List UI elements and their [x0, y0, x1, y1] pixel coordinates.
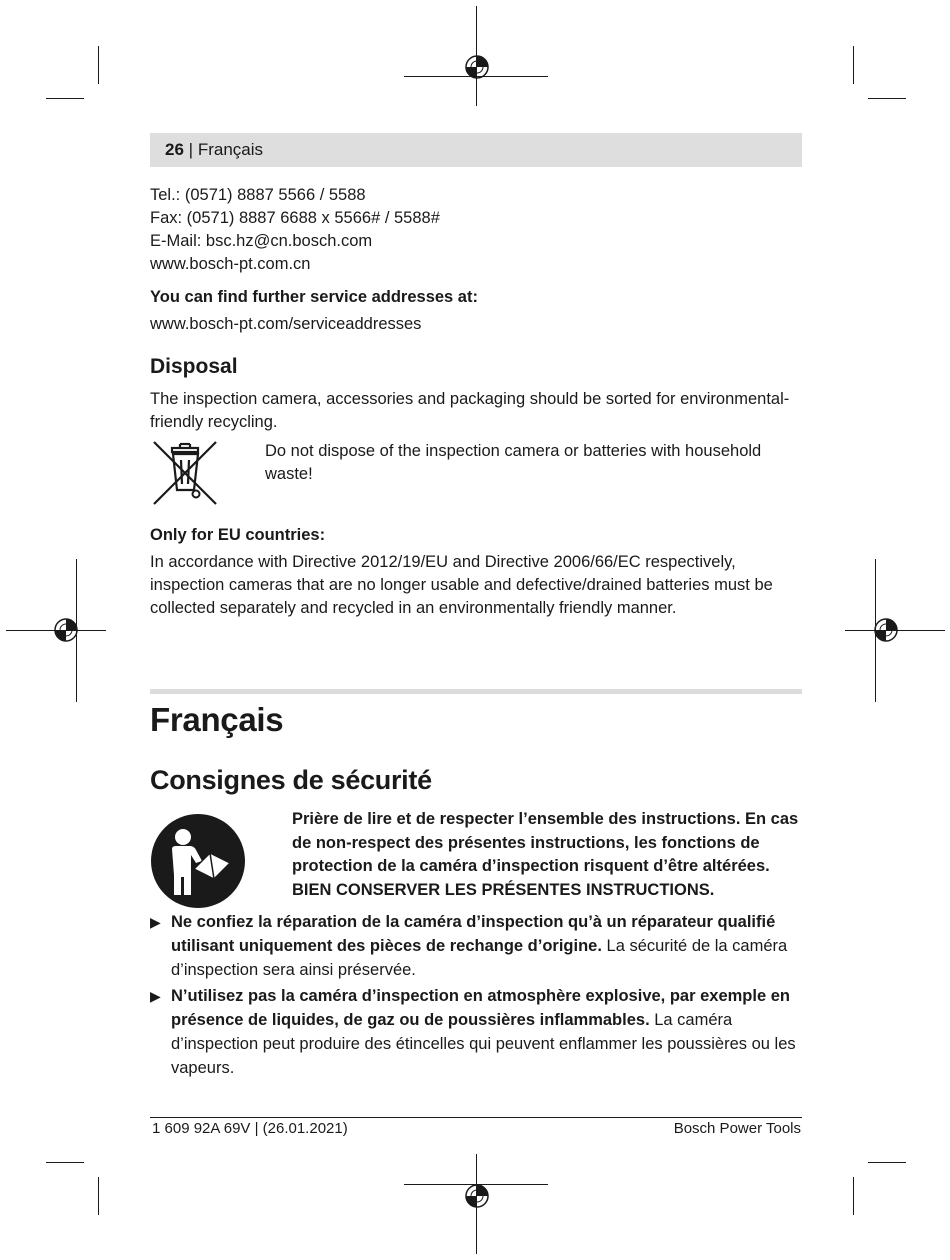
safety-intro: Prière de lire et de respecter l’ensemble des instructions. En cas de non-respect des présentes instructions, les fonctions de protection de la caméra d’inspection risquent d’être altérées. BIEN CONSERVER LES PRÉSENTES INSTRUCTIONS.: [292, 810, 799, 899]
french-title: Français: [150, 701, 284, 738]
bullet-bold-text: Ne confiez la réparation de la caméra d’inspection qu’à un réparateur qualifié utilisant uniquement des pièces de rechange d’origine.: [171, 913, 776, 955]
bullet-arrow-icon: ▶: [150, 914, 161, 930]
list-item: [150, 984, 805, 1080]
disposal-warning: Do not dispose of the inspection camera or batteries with household waste!: [265, 442, 762, 483]
safety-heading: Consignes de sécurité: [150, 765, 432, 795]
disposal-heading: Disposal: [150, 355, 238, 378]
page-header: [150, 133, 802, 167]
footer-rule: [150, 1117, 802, 1118]
contact-email: E-Mail: bsc.hz@cn.bosch.com: [150, 232, 373, 250]
eu-heading: Only for EU countries:: [150, 526, 326, 544]
contact-fax: Fax: (0571) 8887 6688 x 5566# / 5588#: [150, 209, 440, 227]
read-manual-icon: [150, 813, 246, 909]
eu-text: In accordance with Directive 2012/19/EU and Directive 2006/66/EC respectively, inspection cameras that are no longer usable and defective/drained batteries must be collected separately and recycled in an environmentally friendly manner.: [150, 553, 773, 617]
bullet-text: La caméra d’inspection peut produire des étincelles qui peuvent enflammer les poussières ou les vapeurs.: [171, 1011, 796, 1077]
header-separator: |: [188, 140, 194, 159]
page-number: 26: [165, 140, 184, 159]
header-language: Français: [197, 140, 263, 159]
registration-target-icon: [871, 615, 901, 645]
registration-target-icon: [462, 1181, 492, 1211]
disposal-paragraph: The inspection camera, accessories and packaging should be sorted for environmental-friendly recycling.: [150, 390, 790, 431]
contact-tel: Tel.: (0571) 8887 5566 / 5588: [150, 186, 366, 204]
contact-website: www.bosch-pt.com.cn: [150, 255, 311, 273]
registration-target-icon: [462, 52, 492, 82]
bullet-bold-text: N’utilisez pas la caméra d’inspection en atmosphère explosive, par exemple en présence de liquides, de gaz ou de poussières inflammables.: [171, 987, 790, 1029]
list-item: [150, 910, 805, 982]
section-divider: [150, 689, 802, 694]
service-heading: You can find further service addresses at:: [150, 288, 478, 306]
contact-block: [150, 184, 802, 276]
crossed-out-wheelie-bin-icon: [150, 438, 220, 508]
footer-doc-number: 1 609 92A 69V | (26.01.2021): [152, 1120, 348, 1137]
registration-target-icon: [51, 615, 81, 645]
bullet-text: La sécurité de la caméra d’inspection sera ainsi préservée.: [171, 937, 788, 979]
bullet-arrow-icon: ▶: [150, 988, 161, 1004]
service-url: www.bosch-pt.com/serviceaddresses: [150, 315, 422, 333]
footer-brand: Bosch Power Tools: [673, 1120, 801, 1137]
